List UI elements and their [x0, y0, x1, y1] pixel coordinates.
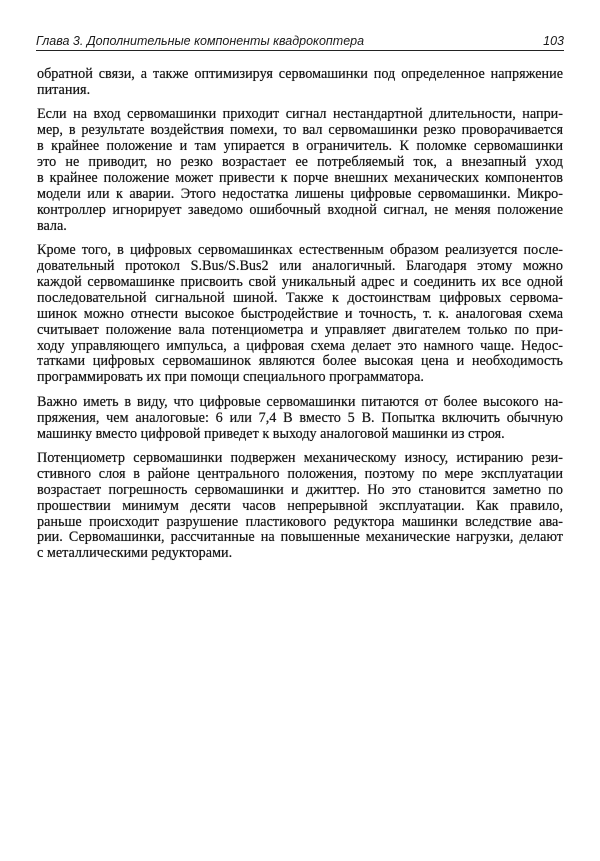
page-body [37, 67, 563, 571]
text-line: возрастает погрешность сервомашинки и джиттер. Но это становится заметно по [37, 481, 563, 498]
text-line: каждой сервомашинке присвоить свой уникальный адрес и соединить их все одной [37, 273, 563, 290]
text-line: Если на вход сервомашинки приходит сигнал нестандартной длительности, напри- [37, 106, 563, 123]
text-line: Важно иметь в виду, что цифровые сервомашинки питаются от более высокого на- [37, 393, 563, 410]
text-line: татками цифровых сервомашинок являются более высокая цена и необходимость [37, 353, 563, 370]
text-line: Потенциометр сервомашинки подвержен механическому износу, истиранию рези- [37, 449, 563, 466]
text-line: питания. [37, 81, 91, 98]
running-header [36, 33, 564, 51]
text-line: в крайнее положение и там упирается в ограничитель. К поломке сервомашинки [37, 138, 563, 155]
text-line: прошествии минимум десяти часов непрерывной эксплуатации. Как правило, [37, 497, 563, 514]
text-line: программировать их при помощи специального программатора. [37, 369, 424, 386]
text-line: машинку вместо цифровой приведет к выходу аналоговой машинки из строя. [37, 425, 505, 442]
text-line: пряжения, чем аналоговые: 6 или 7,4 В вместо 5 В. Попытка включить обычную [37, 409, 563, 426]
text-line: с металлическими редукторами. [37, 545, 233, 562]
paragraph [37, 107, 563, 234]
text-line: ходу управляющего импульса, а цифровая схема делает это намного чаще. Недос- [37, 337, 563, 354]
text-line: шинок можно отнести высокое быстродействие и точность, т. к. аналоговая схема [37, 305, 563, 322]
text-line: стивного слоя в районе центрального положения, поэтому по мере эксплуатации [37, 465, 563, 482]
chapter-title: Глава 3. Дополнительные компоненты квадрокоптера [36, 34, 365, 48]
text-line: обратной связи, а также оптимизируя сервомашинки под определенное напряжение [37, 66, 563, 82]
text-line: считывает положение вала потенциометра и управляет двигателем только по при- [37, 321, 563, 338]
paragraph [37, 451, 563, 562]
paragraph [37, 67, 563, 99]
paragraph [37, 395, 563, 443]
text-line: Кроме того, в цифровых сервомашинках естественным образом реализуется после- [37, 242, 563, 259]
text-line: мер, в результате воздействия помехи, то вал сервомашинки резко проворачивается [37, 122, 563, 139]
text-line: довательный протокол S.Bus/S.Bus2 или аналогичный. Благодаря этому можно [37, 257, 563, 274]
text-line: раньше происходит разрушение пластикового редуктора машинки вследствие ава- [37, 513, 563, 530]
paragraph [37, 243, 563, 386]
text-line: рии. Сервомашинки, рассчитанные на повышенные механические нагрузки, делают [37, 529, 563, 546]
text-line: последовательной сигнальной шиной. Также к достоинствам цифровых сервома- [37, 289, 563, 306]
text-line: модели или к аварии. Этого недостатка лишены цифровые сервомашинки. Микро- [37, 185, 563, 202]
text-line: в крайнее положение может привести к порче внешних механических компонентов [37, 169, 563, 186]
page-number: 103 [543, 34, 564, 48]
text-line: вала. [37, 217, 67, 234]
text-line: контроллер игнорирует заведомо ошибочный входной сигнал, не меняя положение [37, 201, 563, 218]
text-line: это не приводит, но резко возрастает ее потребляемый ток, а внезапный уход [37, 154, 563, 171]
